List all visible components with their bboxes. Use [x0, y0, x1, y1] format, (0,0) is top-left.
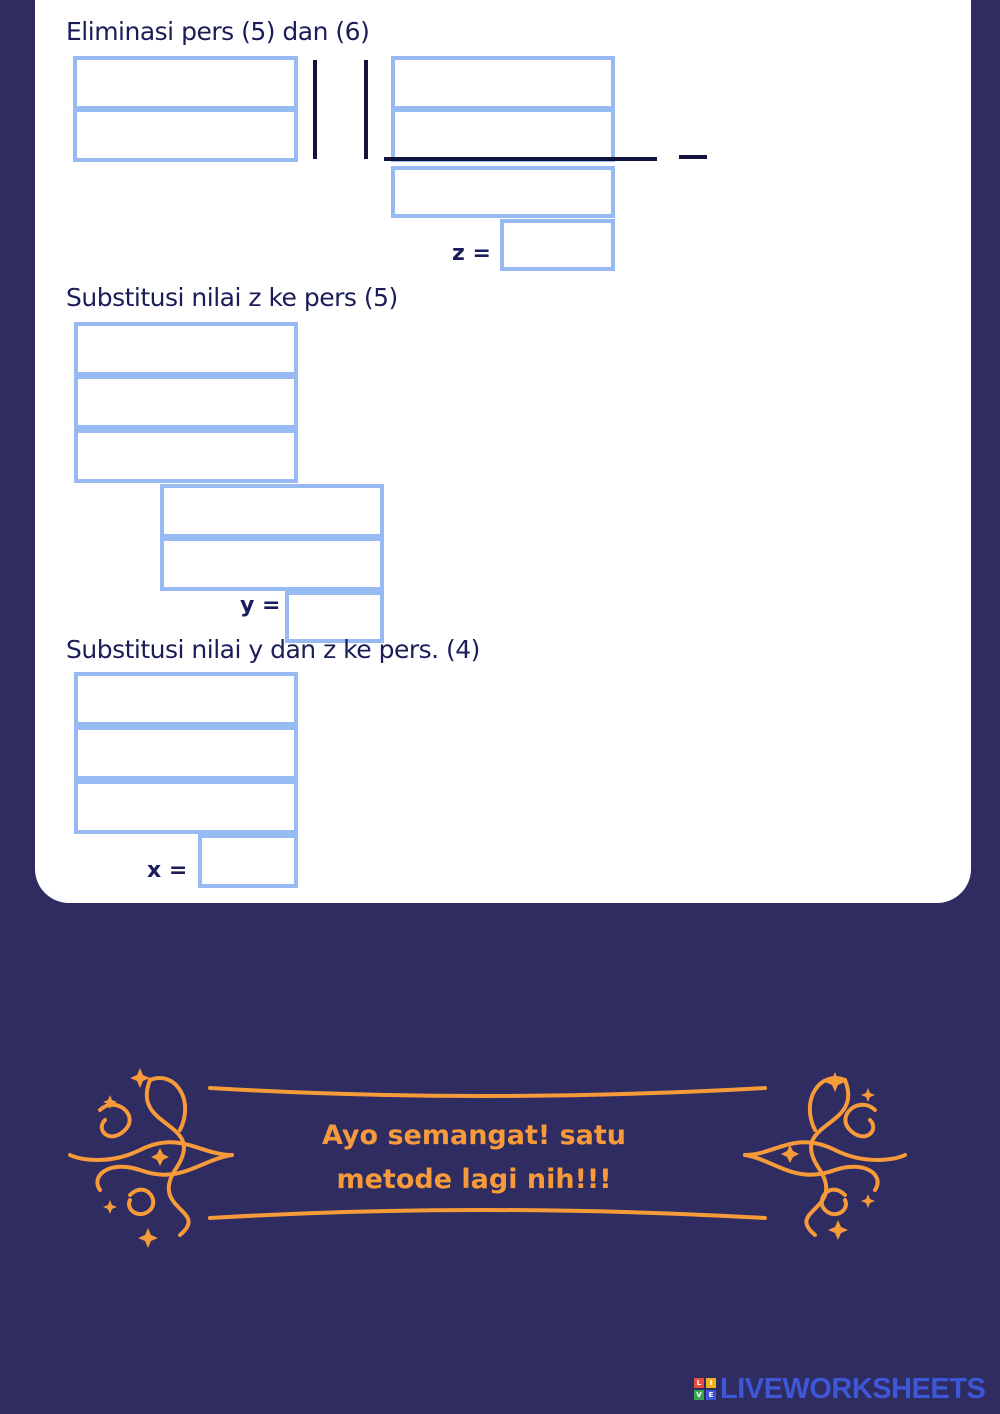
- subz-box-5[interactable]: [160, 537, 384, 591]
- elim-left-box-1[interactable]: [73, 56, 298, 110]
- banner-line-2: metode lagi nih!!!: [336, 1164, 612, 1195]
- z-label: z =: [452, 241, 491, 266]
- left-flourish-icon: [70, 1078, 232, 1235]
- subz-box-2[interactable]: [74, 375, 298, 429]
- liveworksheets-logo-icon: L I V E: [694, 1378, 716, 1400]
- banner-top-line: [210, 1088, 765, 1096]
- divider-line-2: [364, 60, 368, 159]
- minus-sign: [679, 155, 707, 159]
- subyz-box-3[interactable]: [74, 780, 298, 834]
- right-flourish-icon: [745, 1078, 905, 1235]
- banner-bottom-line: [210, 1210, 765, 1218]
- banner-line-1: Ayo semangat! satu: [321, 1120, 627, 1151]
- elim-right-box-1[interactable]: [391, 56, 615, 110]
- subtraction-line: [384, 157, 657, 161]
- banner-message: [300, 1114, 648, 1202]
- subz-box-3[interactable]: [74, 429, 298, 483]
- elim-right-box-2[interactable]: [391, 108, 615, 162]
- y-label: y =: [240, 593, 281, 618]
- liveworksheets-wordmark: LIVEWORKSHEETS: [720, 1372, 986, 1405]
- divider-line-1: [313, 60, 317, 159]
- z-answer-box[interactable]: [500, 219, 615, 271]
- elimination-heading: Eliminasi pers (5) dan (6): [66, 17, 370, 46]
- liveworksheets-logo[interactable]: [694, 1372, 986, 1405]
- subyz-box-1[interactable]: [74, 672, 298, 726]
- subz-box-4[interactable]: [160, 484, 384, 538]
- x-label: x =: [147, 858, 188, 883]
- elim-result-box[interactable]: [391, 166, 615, 218]
- substitute-z-heading: Substitusi nilai z ke pers (5): [66, 283, 398, 312]
- subyz-box-2[interactable]: [74, 726, 298, 780]
- x-answer-box[interactable]: [198, 834, 298, 888]
- substitute-yz-heading: Substitusi nilai y dan z ke pers. (4): [66, 635, 480, 664]
- subz-box-1[interactable]: [74, 322, 298, 376]
- elim-left-box-2[interactable]: [73, 108, 298, 162]
